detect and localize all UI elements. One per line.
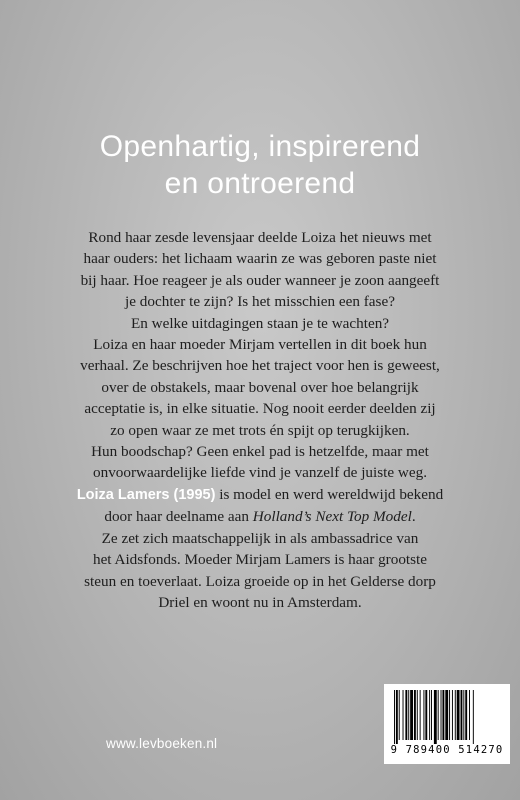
barcode-bar: [442, 690, 444, 740]
text-line: Rond haar zesde levensjaar deelde Loiza het nieuws met: [88, 229, 432, 246]
text-line: bij haar. Hoe reageer je als ouder wanneer je zoon aangeeft: [80, 271, 440, 289]
barcode-bar: [461, 690, 463, 740]
barcode-bar: [399, 690, 400, 740]
barcode-bar: [423, 690, 424, 740]
barcode-bar: [473, 690, 474, 744]
barcode-bar: [457, 690, 460, 740]
barcode-bar: [434, 690, 437, 744]
barcode-bar: [455, 690, 456, 740]
text-line: onvoorwaardelijke liefde vind je vanzelf de juiste weg.: [93, 464, 427, 482]
back-cover-headline: [0, 128, 520, 202]
text-line: En welke uitdagingen staan je te wachten?: [130, 314, 390, 332]
text-line: Hun boodschap? Geen enkel pad is hetzelfde, maar met: [91, 443, 429, 460]
barcode-bar: [469, 690, 470, 740]
blurb-paragraph-1: [0, 227, 520, 334]
bio-line-3: Ze zet zich maatschappelijk in als ambassadrice van: [101, 529, 419, 547]
show-title: Holland’s Next Top Model: [252, 508, 412, 526]
barcode-bar: [465, 690, 467, 740]
isbn-barcode: [384, 684, 510, 764]
barcode-bar: [445, 690, 448, 740]
headline-line-2: en ontroerend: [164, 167, 356, 200]
barcode-bar: [425, 690, 427, 740]
barcode-bar: [408, 690, 409, 740]
barcode-bar: [449, 690, 450, 740]
barcode-bar: [396, 690, 398, 744]
text-line: verhaal. Ze beschrijven hoe het traject voor hen is geweest,: [80, 357, 440, 375]
blurb-paragraph-3: [0, 441, 520, 484]
barcode-bar: [431, 690, 432, 740]
barcode-bar: [414, 690, 416, 740]
barcode-bar: [429, 690, 430, 740]
bio-line-4: het Aidsfonds. Moeder Mirjam Lamers is haar grootste: [92, 551, 428, 569]
blurb-paragraph-2: [0, 334, 520, 441]
bio-line-2: door haar deelname aan Holland’s Next Top Model.: [104, 508, 416, 526]
barcode-bar: [441, 690, 442, 740]
bio-line-1: Loiza Lamers (1995) is model en werd wereldwijd bekend: [76, 486, 444, 503]
text-line: je dochter te zijn? Is het misschien een fase?: [125, 293, 395, 311]
text-line: Loiza en haar moeder Mirjam vertellen in dit boek hun: [93, 336, 427, 353]
barcode-bar: [463, 690, 464, 740]
text-line: acceptatie is, in elke situatie. Nog nooit eerder deelden zij: [84, 400, 436, 418]
barcode-bar: [410, 690, 413, 740]
bio-line-5: steun en toeverlaat. Loiza groeide op in het Gelderse dorp: [84, 572, 436, 590]
headline-line-1: Openhartig, inspirerend: [99, 130, 421, 163]
barcode-bar: [403, 690, 404, 740]
barcode-bar: [420, 690, 421, 740]
text-line: zo open waar ze met trots én spijt op terugkijken.: [110, 421, 410, 439]
isbn-number: 9 789400 514270: [390, 744, 504, 756]
text-line: haar ouders: het lichaam waarin ze was geboren paste niet: [83, 250, 437, 268]
publisher-website: www.levboeken.nl: [106, 736, 218, 751]
author-name: Loiza Lamers (1995): [76, 487, 216, 503]
barcode-bar: [452, 690, 453, 740]
bio-line-6: Driel en woont nu in Amsterdam.: [158, 594, 362, 612]
barcode-bar: [405, 690, 407, 740]
barcode-bar: [417, 690, 418, 740]
author-bio: [0, 484, 520, 613]
barcode-bar: [438, 690, 439, 740]
barcode-bars: [392, 690, 502, 744]
barcode-bar: [394, 690, 395, 744]
text-line: over de obstakels, maar bovenal over hoe belangrijk: [101, 378, 419, 396]
